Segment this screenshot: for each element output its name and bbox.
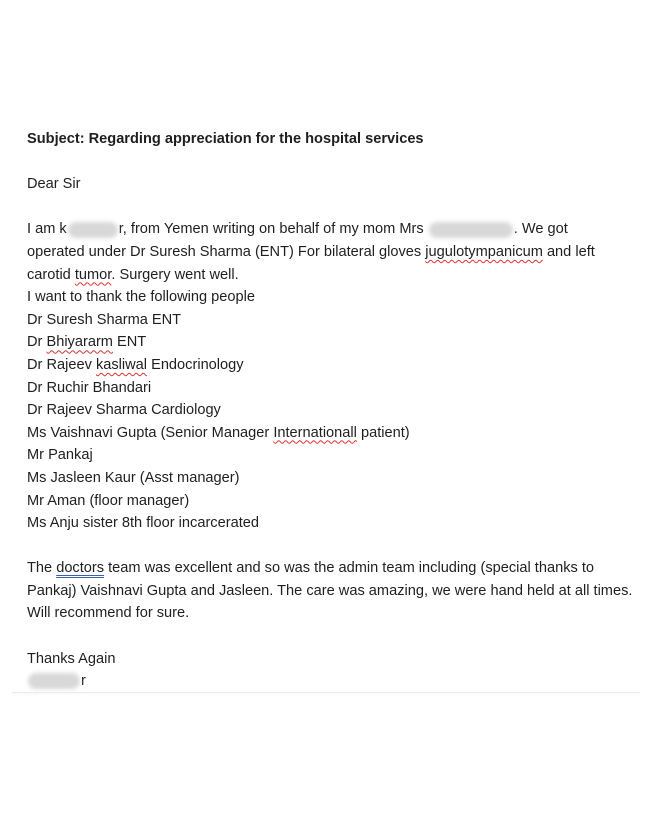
- intro-text: r, from Yemen writing on behalf of my mom Mrs: [118, 221, 428, 238]
- closing-paragraph: [27, 557, 633, 625]
- thank-line: I want to thank the following people: [27, 289, 255, 306]
- intro-text: and left: [542, 243, 595, 260]
- misspelled-word[interactable]: Bhiyararm: [46, 334, 113, 351]
- person-line: [27, 422, 633, 445]
- blank-line: [27, 196, 633, 219]
- intro-line-1: [27, 218, 633, 241]
- misspelled-word[interactable]: kasliwal: [95, 356, 148, 373]
- person-line: [27, 331, 633, 354]
- person-line: [27, 354, 633, 377]
- misspelled-word[interactable]: tumor: [74, 266, 112, 283]
- person-text: patient): [356, 424, 410, 441]
- redacted-name: [68, 222, 118, 238]
- signature-tail: r: [81, 673, 86, 690]
- person-line: Ms Jasleen Kaur (Asst manager): [27, 469, 240, 486]
- misspelled-word[interactable]: jugulotympanicum: [425, 243, 543, 260]
- person-line: Mr Aman (floor manager): [27, 492, 190, 509]
- person-line: Ms Anju sister 8th floor incarcerated: [27, 515, 259, 532]
- misspelled-word[interactable]: Internationall: [273, 424, 357, 441]
- person-text: Ms Vaishnavi Gupta (Senior Manager: [27, 424, 274, 441]
- person-line: Mr Pankaj: [27, 447, 93, 464]
- intro-text: I am k: [27, 221, 67, 238]
- person-text: Dr: [27, 334, 47, 351]
- intro-text: operated under Dr Suresh Sharma (ENT) For bilateral gloves: [27, 243, 426, 260]
- blank-line: [27, 151, 633, 174]
- subject-line: Subject: Regarding appreciation for the hospital services: [27, 131, 424, 147]
- signoff: Thanks Again: [27, 650, 116, 667]
- blank-line: [27, 625, 633, 648]
- person-text: ENT: [112, 334, 147, 351]
- intro-line-2: [27, 241, 633, 264]
- salutation: Dear Sir: [27, 176, 81, 193]
- closing-text: The: [27, 560, 57, 577]
- person-text: Endocrinology: [147, 356, 244, 373]
- closing-text: team was excellent and so was the admin team including (special thanks to Pankaj) Vaishnavi Gupta and Jasleen. The care was amazing, we were hand held at all times. Will recommend for sure.: [27, 560, 633, 622]
- person-line: Dr Ruchir Bhandari: [27, 379, 152, 396]
- person-line: Dr Suresh Sharma ENT: [27, 311, 182, 328]
- redacted-signature: [28, 673, 80, 689]
- intro-text: . Surgery went well.: [111, 266, 239, 283]
- intro-text: . We got: [513, 221, 568, 238]
- intro-line-3: [27, 264, 633, 287]
- signature-line: [27, 670, 633, 693]
- letter-body: [27, 128, 633, 693]
- person-line: Dr Rajeev Sharma Cardiology: [27, 402, 221, 419]
- person-text: Dr Rajeev: [27, 356, 96, 373]
- grammar-flagged-word[interactable]: doctors: [56, 560, 105, 577]
- page-break-divider: [12, 692, 640, 693]
- intro-text: carotid: [27, 266, 75, 283]
- blank-line: [27, 535, 633, 558]
- redacted-mother-name: [429, 222, 513, 238]
